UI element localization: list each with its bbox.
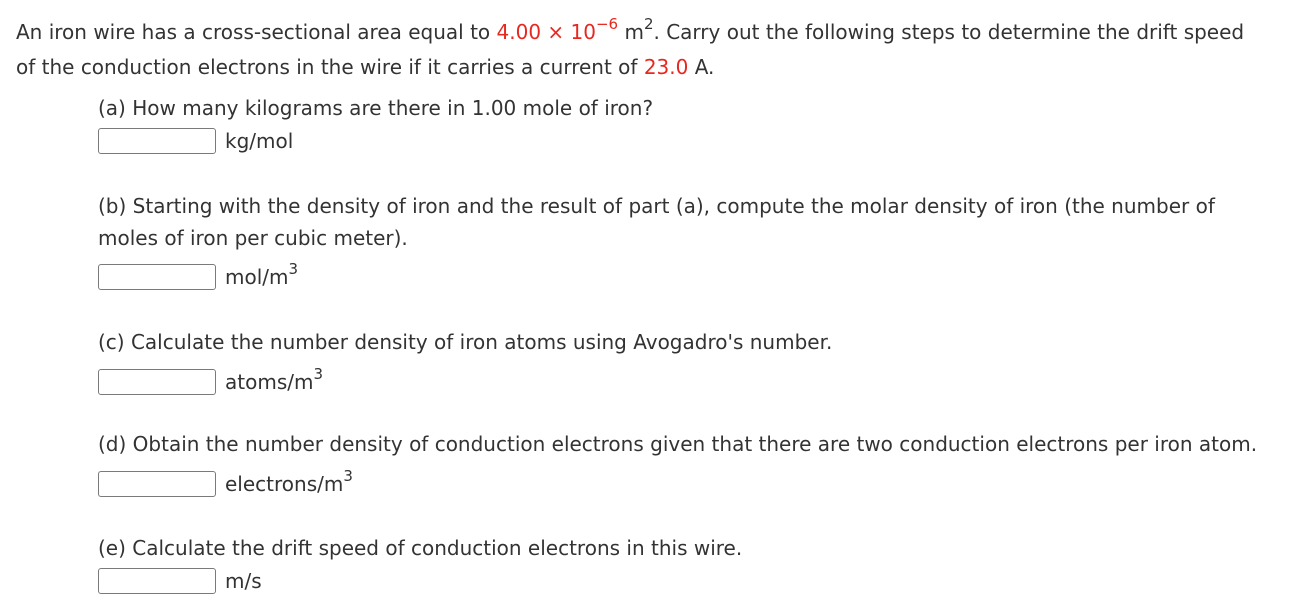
intro-text-2: . Carry out the following steps to determine the drift speed bbox=[653, 20, 1245, 44]
part-d-question: (d) Obtain the number density of conduction electrons given that there are two conduction electrons per iron atom. bbox=[98, 432, 1258, 456]
area-value: 4.00 × 10 bbox=[496, 20, 596, 44]
part-c-unit-text: atoms/m bbox=[225, 370, 314, 394]
problem-line-2 bbox=[16, 50, 1304, 85]
part-a-unit-text: kg/mol bbox=[225, 129, 294, 153]
part-d-unit-exponent: 3 bbox=[343, 467, 353, 486]
part-e-answer-input[interactable] bbox=[98, 568, 216, 594]
part-d-unit-text: electrons/m bbox=[225, 472, 344, 496]
current-value: 23.0 bbox=[643, 55, 689, 79]
part-a-unit bbox=[225, 128, 293, 154]
part-e-unit bbox=[225, 568, 262, 594]
intro-line2-text-2: A. bbox=[688, 55, 715, 79]
area-unit-exponent: 2 bbox=[643, 15, 654, 34]
part-c-question: (c) Calculate the number density of iron atoms using Avogadro's number. bbox=[98, 330, 833, 354]
part-b-unit bbox=[225, 260, 299, 290]
part-b-question-line-1: (b) Starting with the density of iron and the result of part (a), compute the molar density of iron (the number of bbox=[98, 194, 1215, 218]
part-b-unit-text: mol/m bbox=[225, 265, 289, 289]
part-d-unit bbox=[225, 467, 353, 497]
area-exponent: −6 bbox=[595, 15, 619, 34]
area-unit: m bbox=[618, 20, 644, 44]
problem-line-1 bbox=[16, 15, 1304, 50]
part-c-unit bbox=[225, 365, 324, 395]
part-b-answer-input[interactable] bbox=[98, 264, 216, 290]
part-b-question-line-2: moles of iron per cubic meter). bbox=[98, 226, 408, 250]
part-d-answer-input[interactable] bbox=[98, 471, 216, 497]
part-a-question: (a) How many kilograms are there in 1.00 mole of iron? bbox=[98, 96, 654, 120]
intro-text-1: An iron wire has a cross-sectional area equal to bbox=[16, 20, 497, 44]
part-e-question: (e) Calculate the drift speed of conduction electrons in this wire. bbox=[98, 536, 743, 560]
part-d-answer-row bbox=[98, 469, 353, 499]
part-c-unit-exponent: 3 bbox=[313, 365, 324, 384]
part-a-answer-input[interactable] bbox=[98, 128, 216, 154]
intro-line2-text-1: of the conduction electrons in the wire if it carries a current of bbox=[16, 55, 644, 79]
part-c-answer-row bbox=[98, 367, 323, 397]
problem-statement bbox=[16, 15, 1304, 85]
part-e-answer-row bbox=[98, 566, 262, 596]
part-e-unit-text: m/s bbox=[225, 569, 262, 593]
part-b-unit-exponent: 3 bbox=[288, 260, 299, 279]
part-b-answer-row bbox=[98, 262, 298, 292]
part-a-answer-row bbox=[98, 126, 293, 156]
part-c-answer-input[interactable] bbox=[98, 369, 216, 395]
